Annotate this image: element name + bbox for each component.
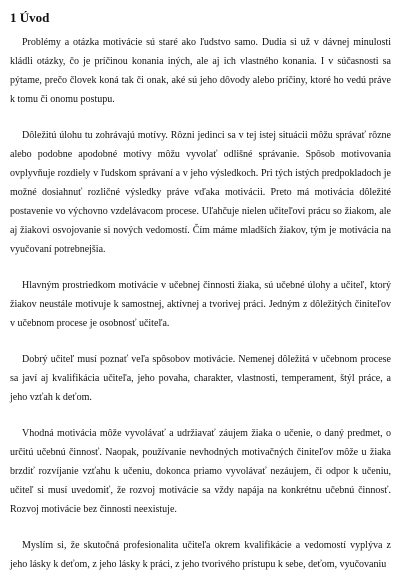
paragraph-6: Myslím si, že skutočná profesionalita učiteľa okrem kvalifikácie a vedomostí vyplýva z jeho lásky k deťom, z jeho lásky k práci, z jeho tvorivého prístupu k sebe, deťom, vyučovaniu	[10, 540, 391, 570]
paragraph-5: Vhodná motivácia môže vyvolávať a udržiavať záujem žiaka o učenie, o daný predmet, o určitú učebnú činnosť. Naopak, používanie nevhodných motivačných činiteľov môže u žiaka brzdiť rozvíjanie vzťahu k učeniu, dokonca priamo vyvolávať nezáujem, či odpor k učeniu, učiteľ si musí uvedomiť, že rozvoj motivácie sa vždy napája na konkrétnu učebnú činnosť. Rozvoj motivácie bez činnosti neexistuje.	[10, 428, 391, 515]
paragraph-4: Dobrý učiteľ musí poznať veľa spôsobov motivácie. Nemenej dôležitá v učebnom procese sa javí aj kvalifikácia učiteľa, jeho povaha, charakter, vlastnosti, temperament, štýl práce, a jeho vzťah k deťom.	[10, 354, 391, 403]
paragraph-3: Hlavným prostriedkom motivácie v učebnej činnosti žiaka, sú učebné úlohy a učiteľ, ktorý žiakov neustále motivuje k samostnej, aktívnej a tvorivej práci. Jedným z dôležitých činiteľov v učebnom procese je osobnosť učiteľa.	[10, 280, 391, 329]
paragraph-2: Dôležitú úlohu tu zohrávajú motívy. Rôzni jedinci sa v tej istej situácii môžu správať rôzne alebo podobne apodobné motívy môžu vyvolať odlišné správanie. Spôsob motivovania ovplyvňuje rozdiely v ľudskom správaní a v jeho výsledkoch. Pri tých istých predpokladoch je možné dosiahnuť rozličné výsledky práve vďaka motivácii. Preto má motivácia dôležité postavenie vo výchovno vzdelávacom procese. Uľahčuje nielen učiteľovi prácu so žiakom, ale aj žiakovi osvojovanie si nových vedomostí. Čím máme mladších žiakov, tým je motivácia na vyučovaní potrebnejšia.	[10, 130, 391, 255]
paragraph-1: Problémy a otázka motivácie sú staré ako ľudstvo samo. Dudia si už v dávnej minulosti kládli otázky, čo je príčinou konania iných, ale aj ich vlastného konania. I v súčasnosti sa pýtame, prečo človek koná tak či onak, aké sú jeho dôvody alebo príčiny, ktoré ho vedú práve k tomu či onomu postupu.	[10, 37, 391, 105]
section-heading: 1 Úvod	[10, 10, 50, 25]
